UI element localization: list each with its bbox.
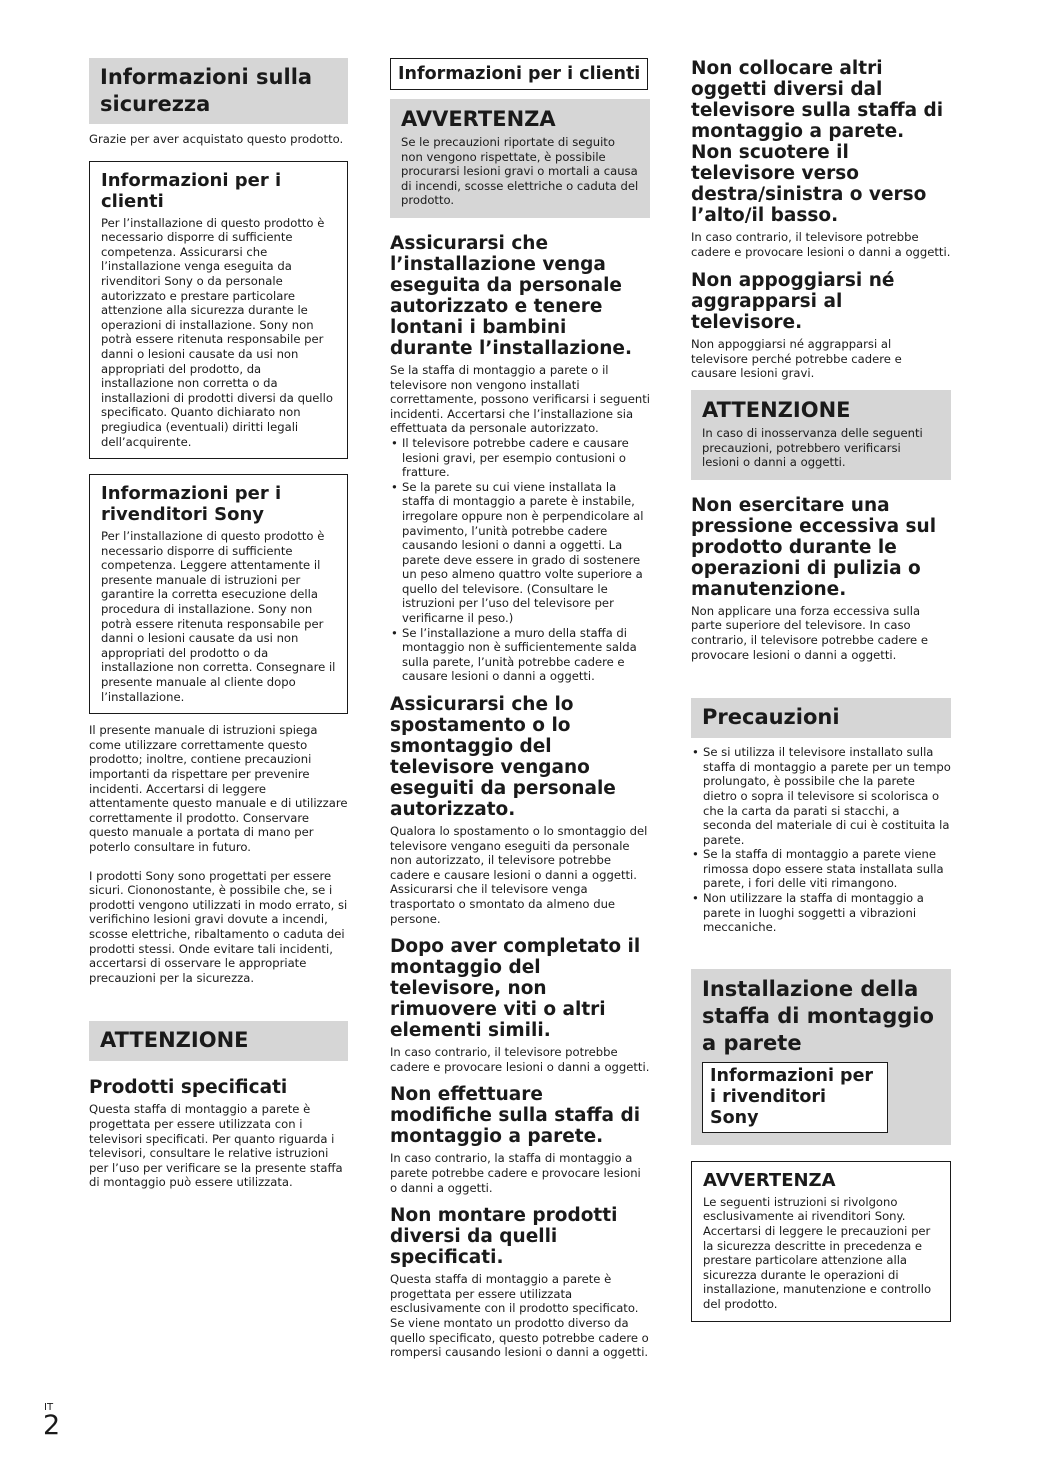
heading-non-collocare-oggetti: Non collocare altri oggetti diversi dal televisore sulla staffa di montaggio a parete. xyxy=(691,58,944,142)
bullet-item: • Se si utilizza il televisore installato sulla staffa di montaggio a parete per un tempo prolungato, è possibile che la parete dietro o sopra il televisore si scolorisca o che la carta da parati si stacchi, a seconda del materiale di cui è costituita la parete. xyxy=(691,745,951,847)
box-info-clienti-title: Informazioni per i clienti xyxy=(101,169,282,212)
pressione-eccessiva-text: Non applicare una forza eccessiva sulla parte superiore del televisore. In caso contrario, il televisore potrebbe cadere e provocare lesioni o danni a oggetti. xyxy=(691,603,929,662)
section-title-sicurezza: Informazioni sulla sicurezza xyxy=(89,58,348,124)
prodotti-specificati-text: Questa staffa di montaggio a parete è progettata per essere utilizzata con i televisori specificati. Per quanto riguarda i televisori, consultare le relative istruzioni per l’uso per verificare se la presente staffa di montaggio può essere utilizzata. xyxy=(89,1102,343,1190)
non-appoggiarsi-text: Non appoggiarsi né aggrapparsi al televisore perché potrebbe cadere e causare lesioni gravi. xyxy=(691,337,902,381)
paragraph-prodotti-sony: I prodotti Sony sono progettati per essere sicuri. Ciononostante, è possibile che, se i prodotti vengono utilizzati in modo errato, si verifichino lesioni gravi dovute a incendi, scosse elettriche, ribaltamento o caduta dei prodotti stessi. Onde evitare tali incidenti, accertarsi di osservare le appropriate precauzioni per la sicurezza. xyxy=(89,868,348,985)
heading-non-scuotere: Non scuotere il televisore verso destra/sinistra o verso l’alto/il basso. xyxy=(691,142,927,226)
section-installazione xyxy=(691,969,951,1145)
installazione-autorizzata-text: Se la staffa di montaggio a parete o il televisore non vengono installati correttamente, possono verificarsi i seguenti incidenti. Accertarsi che l’installazione sia effettuata da personale autorizzato. xyxy=(390,362,650,436)
box-attenzione-title: ATTENZIONE xyxy=(702,397,851,422)
box-info-rivenditori-text: Per l’installazione di questo prodotto è necessario disporre di sufficiente competenza. Leggere attentamente il presente manuale di istruzioni per garantire la corretta esecuzione della procedura di installazione. Sony non potrà essere ritenuta responsabile per danni o lesioni causate da usi non appropriati del prodotto o da installazione non corretta. Consegnare il presente manuale al cliente dopo l’installazione. xyxy=(101,529,336,704)
box-attenzione-text: In caso di inosservanza delle seguenti precauzioni, potrebbero verificarsi lesioni o danni a oggetti. xyxy=(702,425,923,470)
box-info-clienti-text: Per l’installazione di questo prodotto è necessario disporre di sufficiente competenza. Assicurarsi che l’installazione venga eseguita da rivenditori Sony o da personale autorizzato e prestare particolare attenzione alla sicurezza durante le operazioni di installazione. Sony non potrà essere ritenuta responsabile per danni o lesioni causate da usi non appropriati del prodotto, da installazione non corretta o da installazioni di prodotti diversi da quello specificato. Quanto dichiarato non pregiudica (eventuali) diritti legali dell’acquirente. xyxy=(101,215,333,449)
box-avvertenza-text: Se le precauzioni riportate di seguito non vengono rispettate, è possibile procurarsi lesioni gravi o mortali a causa di incendi, scosse elettriche o caduta del prodotto. xyxy=(401,135,639,208)
box-info-rivenditori xyxy=(89,474,348,714)
installazione-bullet-list xyxy=(390,436,650,684)
heading-prodotti-specificati: Prodotti specificati xyxy=(89,1077,288,1099)
column-2 xyxy=(390,58,650,1360)
page-language-code: IT xyxy=(44,1402,54,1413)
heading-non-appoggiarsi: Non appoggiarsi né aggrapparsi al televisore. xyxy=(691,270,895,334)
bullet-item: • Il televisore potrebbe cadere e causare lesioni gravi, per esempio contusioni o fratture. xyxy=(390,436,650,480)
paragraph-manuale: Il presente manuale di istruzioni spiega come utilizzare correttamente questo prodotto; inoltre, contiene precauzioni importanti da rispettare per prevenire incidenti. Accertarsi di leggere attentamente questo manuale e di utilizzare correttamente il prodotto. Conservare questo manuale a portata di mano per poterlo consultare in futuro. xyxy=(89,723,348,854)
intro-text: Grazie per aver acquistato questo prodotto. xyxy=(89,132,344,146)
bullet-item: • Se l’installazione a muro della staffa di montaggio non è sufficientemente salda sulla parete, l’unità potrebbe cadere e causare lesioni o danni a oggetti. xyxy=(390,626,650,684)
box-info-rivenditori-title: Informazioni per i rivenditori Sony xyxy=(101,483,282,526)
non-collocare-text: In caso contrario, il televisore potrebbe cadere e provocare lesioni o danni a oggetti. xyxy=(691,230,951,259)
section-title-installazione: Installazione della staffa di montaggio a parete xyxy=(702,976,934,1055)
section-title-precauzioni: Precauzioni xyxy=(691,698,951,738)
box-avvertenza-rivenditori-title: AVVERTENZA xyxy=(703,1169,836,1191)
heading-spostamento: Assicurarsi che lo spostamento o lo smontaggio del televisore vengano eseguiti da personale autorizzato. xyxy=(390,694,616,821)
page-number: 2 xyxy=(43,1410,61,1441)
box-avvertenza xyxy=(390,99,650,218)
spostamento-text: Qualora lo spostamento o lo smontaggio del televisore vengano eseguiti da personale non autorizzato, il televisore potrebbe cadere e causare lesioni o danni a oggetti. Assicurarsi che il televisore venga trasportato o smontato da almeno due persone. xyxy=(390,824,648,926)
box-avvertenza-rivenditori-text: Le seguenti istruzioni si rivolgono esclusivamente ai rivenditori Sony. Accertarsi di leggere le precauzioni per la sicurezza descritte in precedenza e prestare particolare attenzione alla sicurezza durante le operazioni di installazione, manutenzione e controllo del prodotto. xyxy=(703,1194,932,1311)
section-title-attenzione: ATTENZIONE xyxy=(89,1021,348,1061)
tag-info-rivenditori: Informazioni per i rivenditori Sony xyxy=(702,1062,888,1133)
tag-info-clienti: Informazioni per i clienti xyxy=(390,58,648,90)
prodotti-diversi-text: Questa staffa di montaggio a parete è progettata per essere utilizzata esclusivamente con il prodotto specificato. Se viene montato un prodotto diverso da quello specificato, questo potrebbe cadere o rompersi causando lesioni o danni a oggetti. xyxy=(390,1272,649,1360)
heading-non-rimuovere-viti: Dopo aver completato il montaggio del televisore, non rimuovere viti o altri elementi simili. xyxy=(390,936,641,1042)
box-info-clienti xyxy=(89,161,348,460)
column-3 xyxy=(691,58,951,1322)
bullet-item: • Non utilizzare la staffa di montaggio a parete in luoghi soggetti a vibrazioni meccaniche. xyxy=(691,891,951,935)
heading-pressione-eccessiva: Non esercitare una pressione eccessiva sul prodotto durante le operazioni di pulizia o manutenzione. xyxy=(691,494,937,600)
box-avvertenza-title: AVVERTENZA xyxy=(401,107,556,131)
box-avvertenza-rivenditori xyxy=(691,1161,951,1322)
heading-prodotti-diversi: Non montare prodotti diversi da quelli specificati. xyxy=(390,1205,618,1269)
heading-non-modificare: Non effettuare modifiche sulla staffa di montaggio a parete. xyxy=(390,1084,641,1148)
bullet-item: • Se la staffa di montaggio a parete viene rimossa dopo essere stata installata sulla parete, i fori delle viti rimangono. xyxy=(691,847,951,891)
column-1 xyxy=(89,58,348,1190)
heading-installazione-autorizzata: Assicurarsi che l’installazione venga eseguita da personale autorizzato e tenere lontani i bambini durante l’installazione. xyxy=(390,232,632,359)
box-attenzione xyxy=(691,390,951,480)
bullet-item: • Se la parete su cui viene installata la staffa di montaggio a parete è instabile, irregolare oppure non è perpendicolare al pavimento, l’unità potrebbe cadere causando lesioni o danni a oggetti. La parete deve essere in grado di sostenere un peso almeno quattro volte superiore a quello del televisore. (Consultare le istruzioni per l’uso del televisore per verificarne il peso.) xyxy=(390,480,650,626)
non-rimuovere-viti-text: In caso contrario, il televisore potrebbe cadere e provocare lesioni o danni a oggetti. xyxy=(390,1045,650,1074)
non-modificare-text: In caso contrario, la staffa di montaggio a parete potrebbe cadere e provocare lesioni o danni a oggetti. xyxy=(390,1151,641,1195)
precauzioni-bullet-list xyxy=(691,745,951,935)
